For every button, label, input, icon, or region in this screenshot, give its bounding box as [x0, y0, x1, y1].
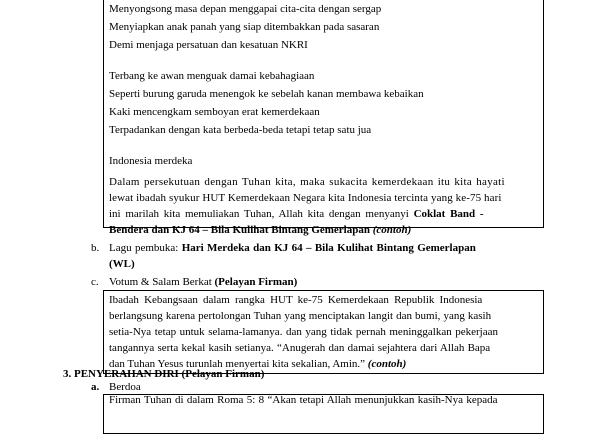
song-title: Bendera dan KJ 64 – Bila Kulihat Bintang Gemerlapan	[109, 224, 373, 236]
poem-line: Seperti burung garuda menengok ke sebelah kanan membawa kebaikan	[109, 88, 424, 100]
example-note: (contoh)	[367, 358, 407, 370]
votum-label: Votum & Salam Berkat	[109, 276, 215, 288]
opening-song-title: Hari Merdeka dan KJ 64 – Bila Kulihat Bintang Gemerlapan	[181, 242, 476, 254]
section-heading: 3. PENYERAHAN DIRI (Pelayan Firman)	[63, 368, 265, 380]
prayer-label: Berdoa	[109, 381, 141, 393]
scripture-line: Firman Tuhan di dalam Roma 5: 8 “Akan tetapi Allah menunjukkan kasih-Nya kepada	[109, 394, 498, 406]
poem-line: Indonesia merdeka	[109, 155, 193, 167]
paragraph-line	[109, 223, 411, 237]
votum-text-line: setia-Nya tetap untuk selama-lamanya. dan yang tidak pernah meninggalkan pekerjaan	[109, 326, 498, 338]
list-marker: b.	[91, 242, 100, 254]
poem-line: Demi menjaga persatuan dan kesatuan NKRI	[109, 39, 308, 51]
opening-song-line	[109, 241, 476, 255]
votum-text-line: Ibadah Kebangsaan dalam rangka HUT ke-75 Kemerdekaan Republik Indonesia	[109, 294, 483, 306]
paragraph-line: Dalam persekutuan dengan Tuhan kita, maka sukacita kemerdekaan itu kita hayati	[109, 176, 505, 188]
votum-text-line: berlangsung karena pertolongan Tuhan yang menciptakan langit dan bumi, yang kasih	[109, 310, 492, 322]
poem-line: Menyongsong masa depan menggapai cita-cita dengan sergap	[109, 3, 382, 15]
opening-song-note: (WL)	[109, 258, 135, 270]
paragraph-text: ini marilah kita memuliakan Tuhan, Allah kita dengan menyanyi	[109, 208, 414, 220]
list-marker: c.	[91, 276, 99, 288]
poem-line: Menyiapkan anak panah yang siap ditembakkan pada sasaran	[109, 21, 380, 33]
opening-song-label: Lagu pembuka:	[109, 242, 182, 254]
example-note: (contoh)	[372, 224, 412, 236]
poem-line: Terpadankan dengan kata berbeda-beda tetapi tetap satu jua	[109, 124, 372, 136]
votum-role: (Pelayan Firman)	[214, 276, 298, 288]
votum-text: dan Tuhan Yesus turunlah menyertai kita sekalian, Amin.”	[109, 358, 368, 370]
votum-line	[109, 275, 297, 289]
poem-line: Kaki mencengkam semboyan erat kemerdekaan	[109, 106, 320, 118]
paragraph-line	[109, 207, 484, 221]
poem-line: Terbang ke awan menguak damai kebahagiaan	[109, 70, 315, 82]
paragraph-line: lewat ibadah syukur HUT Kemerdekaan Negara kita Indonesia tercinta yang ke-75 hari	[109, 192, 502, 204]
song-title: Coklat Band -	[413, 208, 484, 220]
votum-text-line: tangannya serta kekal kasih setianya. “Anugerah dan damai sejahtera dari Allah Bapa	[109, 342, 491, 354]
list-marker: a.	[91, 381, 100, 393]
